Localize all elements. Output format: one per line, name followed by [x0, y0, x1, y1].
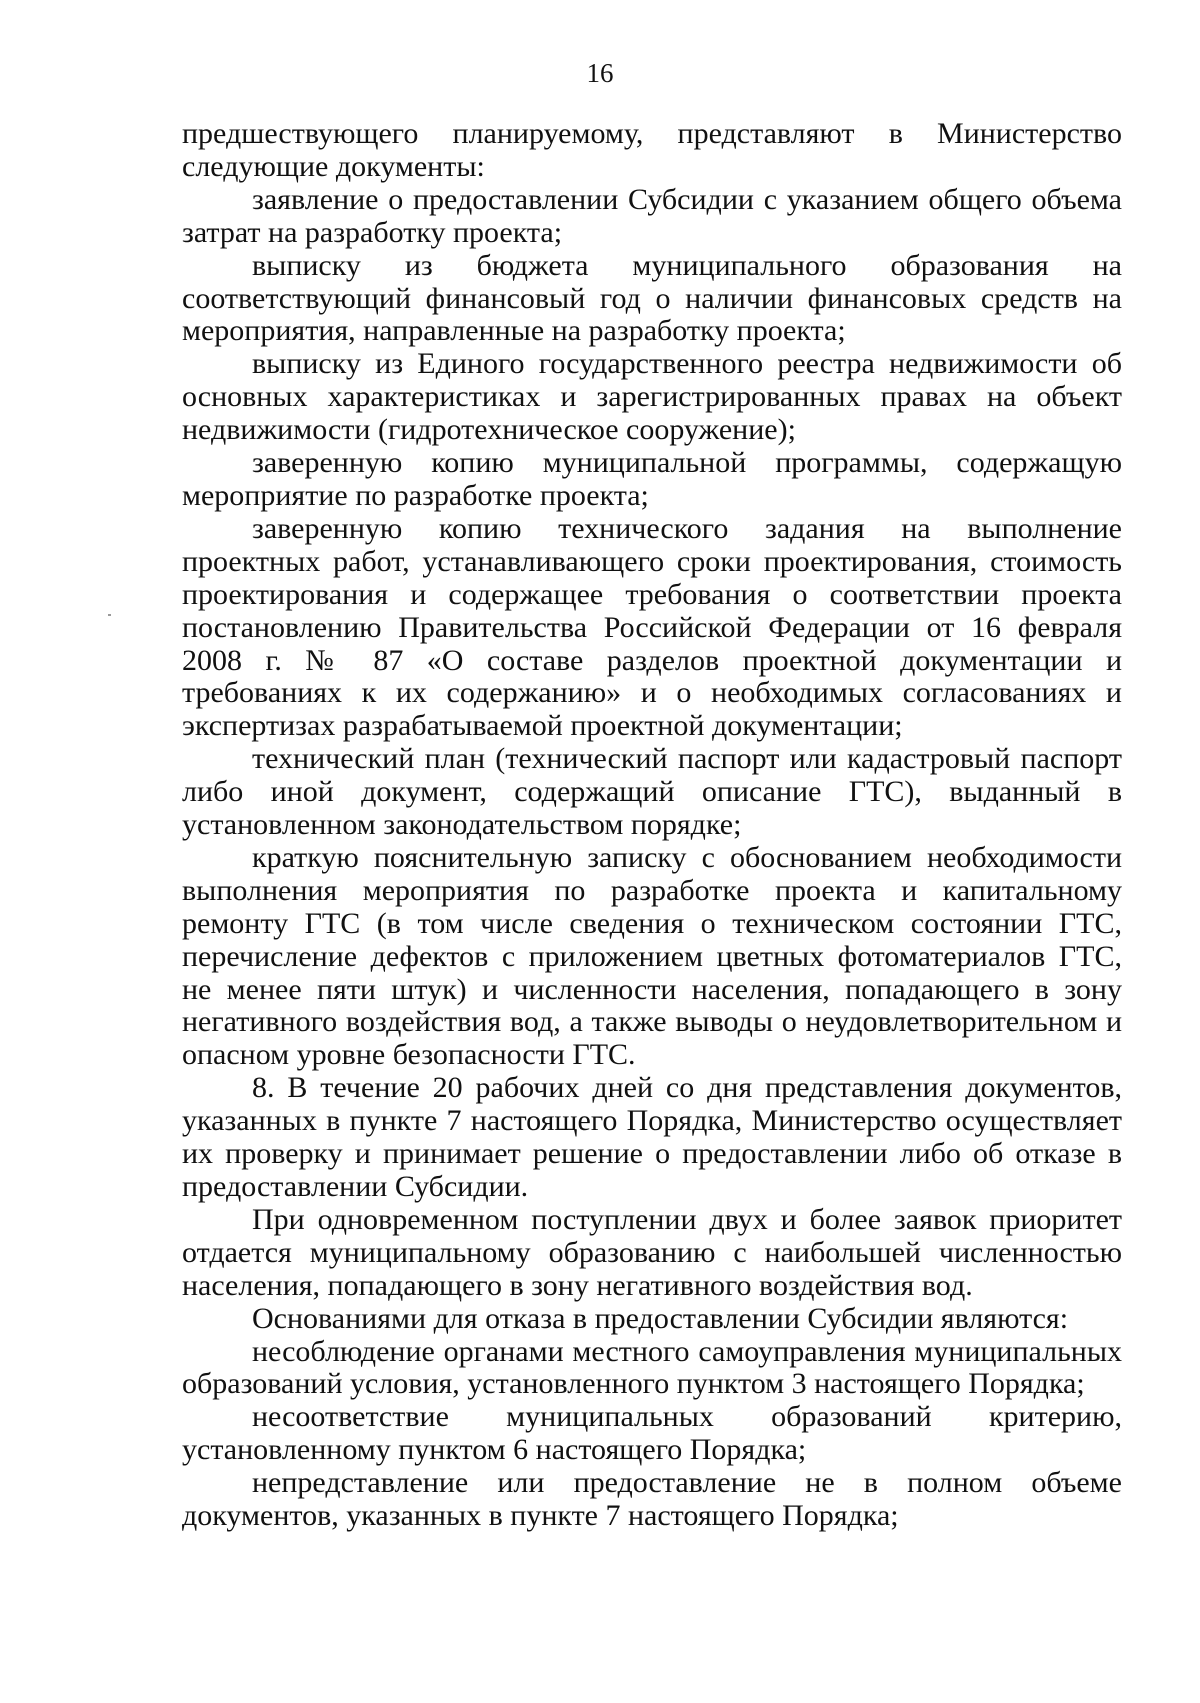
paragraph-refusal-criterion: несоответствие муниципальных образований критерию, установленному пунктом 6 настоящего Порядка; — [182, 1400, 1122, 1467]
document-body — [182, 118, 1122, 1533]
page-number: 16 — [586, 58, 614, 88]
paragraph-technical-plan: технический план (технический паспорт или кадастровый паспорт либо иной документ, содержащий описание ГТС), выданный в установленном законодательством порядке; — [182, 742, 1122, 842]
paragraph-application: заявление о предоставлении Субсидии с указанием общего объема затрат на разработку проекта; — [182, 182, 1122, 249]
paragraph-refusal-grounds: Основаниями для отказа в предоставлении Субсидии являются: — [252, 1301, 1069, 1335]
paragraph-municipal-program: заверенную копию муниципальной программы, содержащую мероприятие по разработке проекта; — [182, 446, 1122, 512]
paragraph-priority: При одновременном поступлении двух и более заявок приоритет отдается муниципальному образованию с наибольшей численностью населения, попадающего в зону негативного воздействия вод. — [182, 1202, 1122, 1302]
paragraph-registry-extract: выписку из Единого государственного реестра недвижимости об основных характеристиках и зарегистрированных правах на объект недвижимости (гидротехническое сооружение); — [182, 347, 1122, 447]
paragraph-item-8: 8. В течение 20 рабочих дней со дня представления документов, указанных в пункте 7 настоящего Порядка, Министерство осуществляет их проверку и принимает решение о предоставлении либо об отказе в предоставлении Субсидии. — [182, 1071, 1122, 1203]
paragraph-technical-assignment: заверенную копию технического задания на выполнение проектных работ, устанавливающего сроки проектирования, стоимость проектирования и содержащее требования о соответствии проекта постановлению Правительства Российской Федерации от 16 февраля 2008 г. № 87 «О составе разделов проектной документации и требованиях к их содержанию» и о необходимых согласованиях и экспертизах разрабатываемой проектной документации; — [182, 511, 1122, 743]
paragraph-explanatory-note: краткую пояснительную записку с обоснованием необходимости выполнения мероприятия по разработке проекта и капитальному ремонту ГТС (в том числе сведения о техническом состоянии ГТС, перечисление дефектов с приложением цветных фотоматериалов ГТС, не менее пяти штук) и численности населения, попадающего в зону негативного воздействия вод, а также выводы о неудовлетворительном и опасном уровне безопасности ГТС. — [182, 840, 1122, 1072]
scan-mark — [108, 614, 111, 616]
paragraph-refusal-documents: непредставление или предоставление не в полном объеме документов, указанных в пункте 7 настоящего Порядка; — [182, 1466, 1122, 1533]
paragraph-continuation: предшествующего планируемому, представляют в Министерство следующие документы: — [182, 117, 1122, 183]
paragraph-refusal-condition: несоблюдение органами местного самоуправления муниципальных образований условия, установленного пунктом 3 настоящего Порядка; — [182, 1334, 1122, 1401]
paragraph-budget-extract: выписку из бюджета муниципального образования на соответствующий финансовый год о наличии финансовых средств на мероприятия, направленные на разработку проекта; — [182, 248, 1122, 348]
